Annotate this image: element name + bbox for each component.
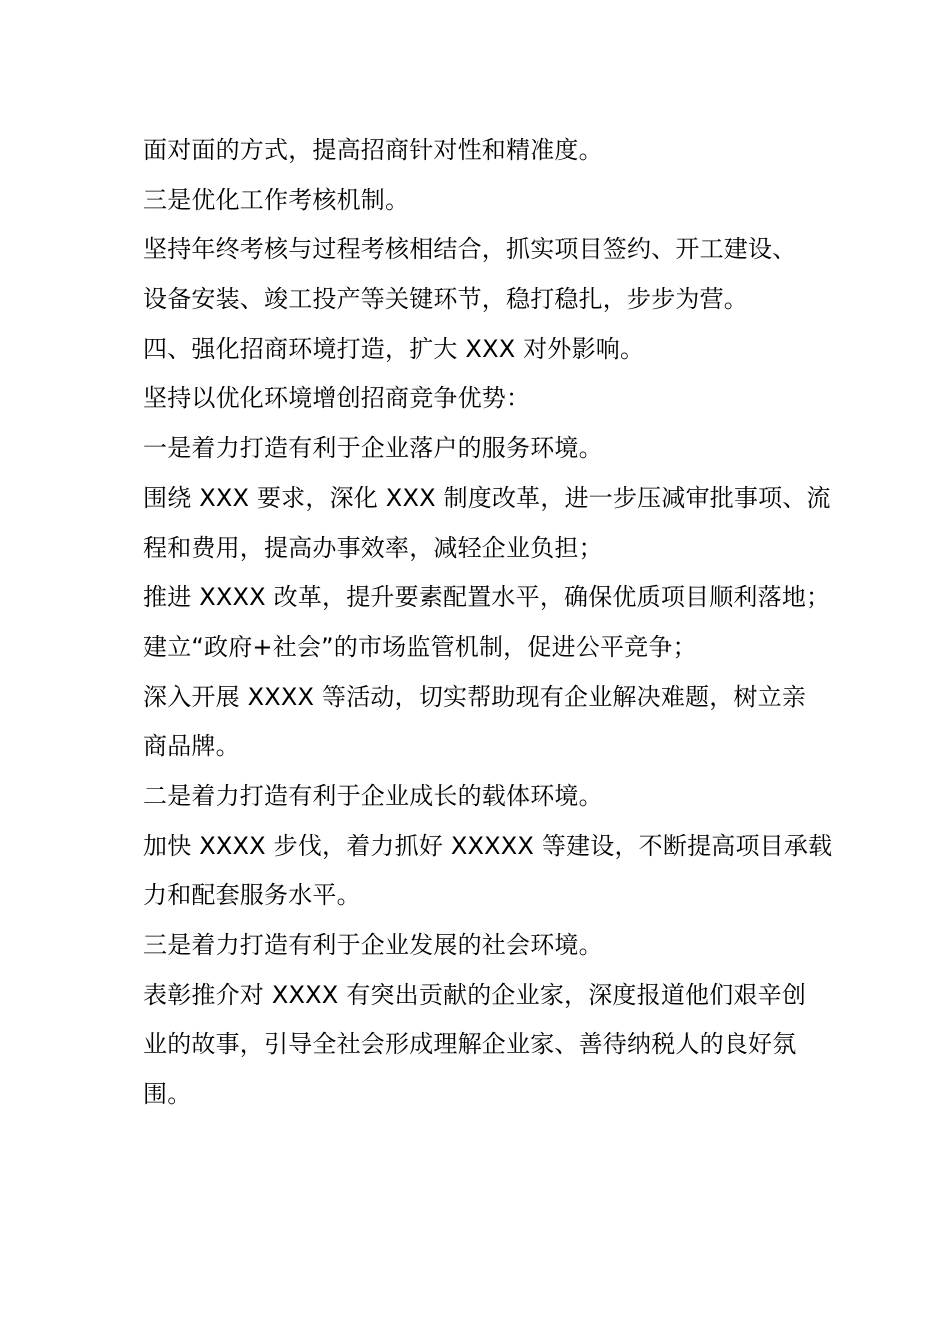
text-line-6: 坚持以优化环境增创招商竞争优势： bbox=[143, 384, 531, 413]
text-line-20: 围。 bbox=[143, 1080, 192, 1109]
subheading-2: 二是着力打造有利于企业成长的载体环境。 bbox=[143, 781, 603, 810]
subheading-3: 三是着力打造有利于企业发展的社会环境。 bbox=[143, 931, 603, 959]
text-line-9: 程和费用，提高办事效率，减轻企业负担； bbox=[143, 533, 603, 562]
subheading-1: 一是着力打造有利于企业落户的服务环境。 bbox=[143, 434, 603, 463]
text-line-3: 坚持年终考核与过程考核相结合，抓实项目签约、开工建设、 bbox=[143, 235, 797, 264]
text-line-1: 面对面的方式，提高招商针对性和精准度。 bbox=[143, 136, 603, 164]
text-line-10: 推进 XXXX 改革，提升要素配置水平，确保优质项目顺利落地； bbox=[143, 583, 831, 612]
document-body bbox=[143, 126, 833, 1120]
text-line-4: 设备安装、竣工投产等关键环节，稳打稳扎，步步为营。 bbox=[143, 285, 748, 314]
text-line-18: 表彰推介对 XXXX 有突出贡献的企业家，深度报道他们艰辛创 bbox=[143, 980, 807, 1009]
text-line-12: 深入开展 XXXX 等活动，切实帮助现有企业解决难题，树立亲 bbox=[143, 682, 807, 711]
section-heading-4: 四、强化招商环境打造，扩大 XXX 对外影响。 bbox=[143, 334, 645, 363]
text-line-16: 力和配套服务水平。 bbox=[143, 881, 361, 910]
section-heading-3: 三是优化工作考核机制。 bbox=[143, 185, 410, 214]
text-line-15: 加快 XXXX 步伐，着力抓好 XXXXX 等建设，不断提高项目承载 bbox=[143, 831, 833, 860]
text-line-13: 商品牌。 bbox=[143, 732, 240, 761]
text-line-19: 业的故事，引导全社会形成理解企业家、善待纳税人的良好氛 bbox=[143, 1030, 797, 1059]
text-line-8: 围绕 XXX 要求，深化 XXX 制度改革，进一步压减审批事项、流 bbox=[143, 483, 831, 512]
text-line-11: 建立“政府+社会”的市场监管机制，促进公平竞争； bbox=[143, 632, 697, 661]
